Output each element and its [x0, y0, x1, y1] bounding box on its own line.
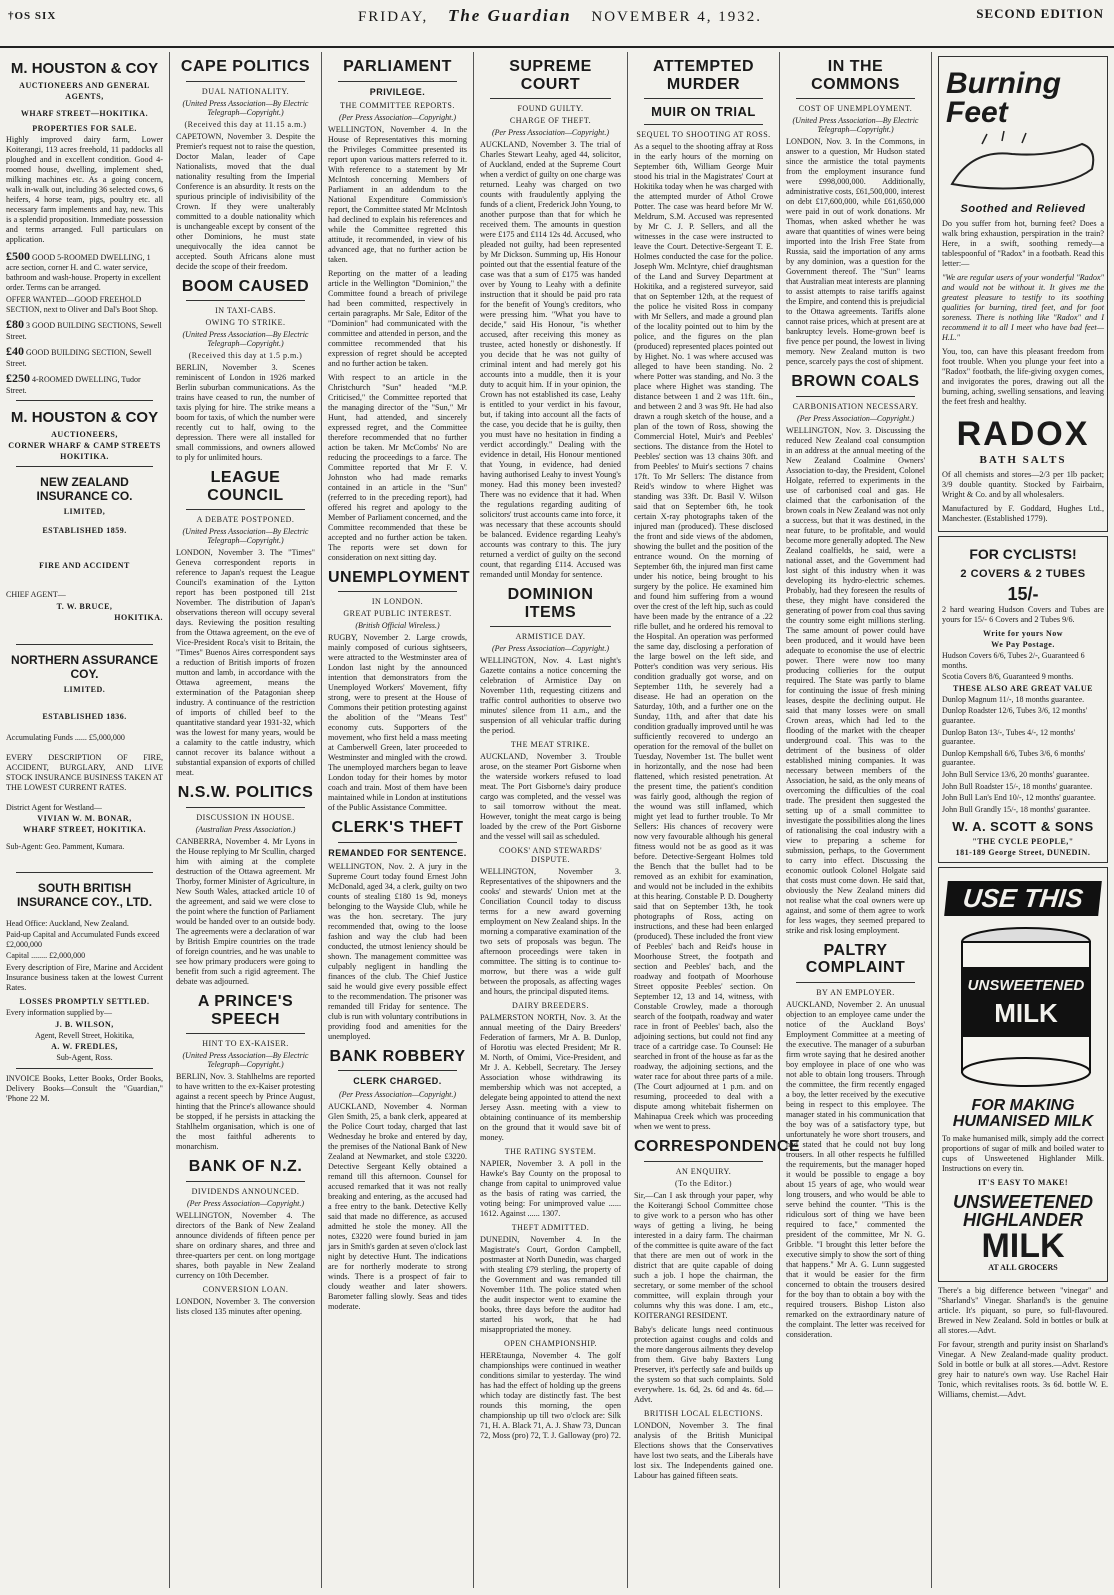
- clerk-theft-body: WELLINGTON, Nov. 2. A jury in the Supreme Court today found Ernest John McDonald, aged 34, a clerk, guilty on two counts of stealing £180 1s 9d, moneys belonging to the Wayside Club, while he was the hon. secretary. The jury recommended that, owing to the loose fashion and way the club had been conducted, the utmost leniency should be shown. The management committee was culpably negligent in handling the finances of the club. The Chief Justice said he would give every possible effect to the recommendation. The prisoner was remanded till Friday for sentence. The club is run with voluntary contributions in providing food and amenities for the unemployed.: [328, 861, 467, 1041]
- cooks-dispute-body: WELLINGTON, November 3. Representatives of the shipowners and the cooks' and stewards' Union met at the Conciliation Council today to discuss terms for a new award governing employment on New Zealand ships. In the morning a comparative examination of the two sets of proposals was begun. The afternoon proceedings were taken in committee. The sitting is to continue to-morrow, but there was a wide gulf between the proposals, as affecting wages and hours, the principal disputed items.: [480, 867, 621, 997]
- tin-brand: UNSWEETENED: [967, 976, 1085, 994]
- league-body: LONDON, November 3. The "Times" Geneva correspondent reports in reference to Japan's request the League Council's examination of the Lytton report has been postponed till 21st November. The distribution of Japan's observations thereon will occupy several days. Reviewing the position resulting from the Ottawa agreement, on the eve of Vice-President Roca's visit to Britain, the "Times" Buenos Aires correspondent says a reduction of British imports of frozen mutton and lamb, in accordance with the Ottawa agreement, means the extermination of the Patagonian sheep industry. A continuance of the restriction of imports of chilled beef to the quantitative standard year 1931-32, which was the lowest for many years, would be a calamity to the cattle industry, which cannot recover its balance without a substantial expansion of exports of chilled meat.: [176, 548, 315, 778]
- unemployment-headline: UNEMPLOYMENT: [328, 568, 470, 586]
- dairy-breeders-body: PALMERSTON NORTH, Nov. 3. At the annual meeting of the Dairy Breeders' Federation of farmers, Mr A. B. Dunlop, of Horotiu was elected President; Mr R. M. North, of Omimi, Vice-President, and Mr J. A. Kebbell, Secretary. The Jersey Association whose withdrawing its membership which was not accepted, a delegate being appointed to attend the next Jersey Assn. meeting with a view to obtaining continuance of its membership on the ground that it would save bit of money.: [480, 1013, 621, 1143]
- easy-to-make: IT'S EASY TO MAKE!: [978, 1177, 1068, 1187]
- divider: [186, 807, 305, 808]
- divider: [338, 842, 457, 843]
- commons-credit: (United Press Association—By Electric Telegraph—Copyright.): [792, 116, 919, 135]
- divider: [338, 591, 457, 592]
- local-elections-heading: BRITISH LOCAL ELECTIONS.: [643, 1409, 764, 1419]
- radox-manufacturer: Manufactured by F. Goddard, Hughes Ltd., Manchester. (Established 1779).: [942, 504, 1104, 523]
- divider: [16, 644, 153, 645]
- paltry-complaint-sub: BY AN EMPLOYER.: [816, 987, 895, 997]
- conversion-body: LONDON, November 3. The conversion lists closed 135 minutes after opening.: [176, 1296, 315, 1316]
- parliament-sub2: THE COMMITTEE REPORTS.: [340, 100, 455, 110]
- houston2-town: HOKITIKA.: [60, 452, 109, 462]
- divider: [16, 466, 153, 467]
- rating-system-body: NAPIER, November 3. A poll in the Hawke's Bay County on the proposal to change from capital to unimproved value as the basis of rating was carried, the voting being: For unimproved value ...... 1612. Against ...... 1307.: [480, 1159, 621, 1219]
- use-this-banner: USE THIS: [944, 881, 1102, 916]
- invoice-ad: INVOICE Books, Letter Books, Order Books, Delivery Books—Consult the "Guardian," 'Phone 22 M.: [6, 1073, 163, 1103]
- page-number: †OS SIX: [8, 10, 57, 22]
- boom-headline: BOOM CAUSED: [181, 277, 310, 295]
- property-4-price: £40: [6, 344, 24, 359]
- nz-insurance-ltd: LIMITED,: [63, 507, 106, 517]
- houston2-title: M. HOUSTON & COY: [10, 409, 159, 427]
- cape-politics-received: (Received this day at 11.15 a.m.): [184, 119, 307, 129]
- divider: [186, 300, 305, 301]
- unemployment-sub: IN LONDON.: [371, 597, 424, 607]
- cape-politics-body: CAPETOWN, November 3. Despite the Premier's request not to raise the question, Doctor Malan, leader of Cape Nationalists, moved that the dual nationality resulting from the Imperial Conference is an absurdity. It rests on the spurious principle of indivisibility of the Crown. If they were unalterably committed to a double nationality which is unchangeable except by consent of the other Dominions, he must state unequivocally the idea cannot be accepted. South Africans alone must decide the scope of their freedom.: [176, 131, 315, 271]
- for-sale-heading: PROPERTIES FOR SALE.: [32, 124, 137, 133]
- supreme-court-headline: SUPREME COURT: [509, 58, 592, 93]
- cyclists-advert: [938, 536, 1108, 863]
- property-5-price: £250: [6, 371, 30, 386]
- vinegar-advert: There's a big difference between "vinegar" and "Sharland's" Vinegar. Sharland's is the genuine article. It's piquant, so pure, so full-flavoured. Brewed in New Zealand. Sold in bottles or bulk at all stores.—Advt.: [938, 1285, 1108, 1335]
- local-elections-body: LONDON, November 3. The final analysis of the British Municipal Elections shows that the Conservatives have lost two seats, and the Liberals have lost six. The Independents gained one. Labour has gained fifteen seats.: [634, 1421, 773, 1481]
- milk-advert: [938, 867, 1108, 1282]
- bank-nz-headline: BANK OF N.Z.: [188, 1158, 303, 1176]
- foot-illustration: [942, 129, 1104, 199]
- south-british-head: Head Office: Auckland, New Zealand.: [6, 918, 129, 928]
- divider: [796, 982, 915, 983]
- prince-sub: HINT TO EX-KAISER.: [202, 1039, 289, 1049]
- clerk-theft-headline: CLERK'S THEFT: [331, 819, 464, 837]
- radox-logo: RADOX: [956, 415, 1090, 453]
- property-1-text: GOOD 5-ROOMED DWELLING, 1 acre section, corner H. and C. water service, bathroom and wash-house. Property in excellent order. Terms can be arranged.: [6, 253, 161, 292]
- houston-sub: AUCTIONEERS AND GENERAL: [19, 81, 150, 90]
- nz-insurance-title: NEW ZEALAND INSURANCE CO.: [36, 475, 133, 504]
- bank-nz-body: WELLINGTON, November 4. The directors of the Bank of New Zealand announce dividends of fifteen pence per share on ordinary shares, and three and three-quarters per cent. on long mortgage shares, both payable in New Zealand currency on 10th December.: [176, 1210, 315, 1280]
- correspondence-headline: CORRESPONDENCE: [634, 1138, 801, 1156]
- houston-address: WHARF STREET—HOKITIKA.: [20, 109, 149, 118]
- tyre-item: John Bull Grandly 15/-, 18 months' guarantee.: [942, 804, 1091, 814]
- south-british-losses: LOSSES PROMPTLY SETTLED.: [19, 997, 150, 1007]
- paltry-complaint-headline: PALTRY COMPLAINT: [805, 941, 906, 977]
- column-3: [322, 52, 474, 1588]
- houston-sub2: AGENTS,: [65, 92, 104, 101]
- bank-nz-credit: (Per Press Association—Copyright.): [186, 1198, 305, 1208]
- northern-agent: VIVIAN W. M. BONAR,: [37, 814, 132, 824]
- nsw-sub: DISCUSSION IN HOUSE.: [196, 812, 295, 822]
- divider: [644, 98, 763, 99]
- scott-address: 181-189 George Street, DUNEDIN.: [955, 847, 1091, 857]
- parliament-headline: PARLIAMENT: [343, 58, 452, 75]
- rating-system-heading: THE RATING SYSTEM.: [504, 1147, 597, 1157]
- radox-quote: "We are regular users of your wonderful "Radox" and would not be without it. It gives me the greatest pleasure to testify to its soothing qualities for burning, tired feet, and for foot soreness. There is nothing like "Radox" and I recommend it to all I meet who have bad feet—H.L.": [942, 273, 1104, 342]
- clerk-theft-sub: REMANDED FOR SENTENCE.: [328, 847, 467, 858]
- nsw-credit: (Australian Press Association.): [195, 824, 296, 834]
- milk-heading: MILK: [981, 1226, 1065, 1265]
- south-british-agent1: J. B. WILSON,: [55, 1019, 114, 1029]
- nz-insurance-town: HOKITIKA.: [114, 612, 163, 622]
- nz-insurance-agent: T. W. BRUCE,: [56, 601, 113, 611]
- property-5-text: 4-ROOMED DWELLING, Tudor Street.: [6, 375, 141, 395]
- divider: [338, 1070, 457, 1071]
- masthead-date: NOVEMBER 4, 1932.: [591, 9, 763, 25]
- league-credit: (United Press Association—By Electric Telegraph—Copyright.): [182, 527, 309, 546]
- burning-feet-heading: Burning Feet: [946, 67, 1061, 129]
- divider: [644, 1161, 763, 1162]
- divider: [186, 1033, 305, 1034]
- baby-advert: Baby's delicate lungs need continuous protection against coughs and colds and the more dangerous ailments they develop from them. Give baby Baxters Lung Preserver, it's perfectly safe and builds up the system so that such complaints. Sold everywhere. 1s. 6d, 2s. 6d and 4s. 6d.—Advt.: [634, 1325, 773, 1405]
- tyre-item: John Bull Roadster 15/-, 18 months' guarantee.: [942, 781, 1093, 791]
- tyre-item: John Bull Service 13/6, 20 months' guarantee.: [942, 769, 1090, 779]
- unemployment-credit: (British Official Wireless.): [355, 621, 440, 631]
- commons-headline: IN THE COMMONS: [811, 58, 900, 93]
- attempted-murder-sub2: SEQUEL TO SHOOTING AT ROSS.: [636, 130, 771, 140]
- cycle-people: "THE CYCLE PEOPLE,": [972, 836, 1074, 846]
- prince-headline: A PRINCE'S SPEECH: [197, 992, 294, 1028]
- bank-robbery-body: AUCKLAND, November 4. Norman Glen Smith, 25, a bank clerk, appeared at the Police Court today, charged that last Wednesday he broke and entered by day, the premises of the National Bank of New Zealand at Newmarket, and stole £3220. Detective Sergeant Kelly obtained a remand till this afternoon. Counsel for accused remarked that it was not really breaking and entering, as the accused had a free entry to the bank. Detective Kelly said that made no difference, as accused admitted he stole the money. All the notes, £3220 were found buried in jam jars in Smith's garden at seven o'clock last night by detective Hunt. The indications are for northerly moderate to strong winds. There is a prospect of fair to cloudy weather and later showers. Barometer falling slowly. Seas and tides moderate.: [328, 1102, 467, 1312]
- property-2: OFFER WANTED—GOOD FREEHOLD SECTION, next to Oliver and Dal's Boot Shop.: [6, 295, 158, 314]
- tin-brand-milk: MILK: [994, 997, 1058, 1028]
- houston-title: M. HOUSTON & COY: [10, 60, 159, 77]
- property-4: [6, 344, 163, 368]
- attempted-murder-body: As a sequel to the shooting affray at Ross in the early hours of the morning on September 6th, William George Muir stood his trial in the Magistrates' Court at Hokitika today when he was charged with the attempted murder of Athol Crowe Potter. The case was heard before Mr W. Meldrum, S.M. Accused was represented by Mr C. J. P. Sellers, and all the witnesses in the case were instructed to leave the Court. Detective-Sergeant T. E. Holmes conducted the case for the police. Joseph Wm. McIntyre, chief draughtsman of the Land and Survey Department at Hokitika, and a registered surveyor, said that on September 12th, at the request of the police he visited Ross in company with Mr Sellers, and made a ground plan of the locality pointed out to him by the police, and the figures on the plan (produced) represented places pointed out by Highet. No. 1 was where accused was alleged to have been standing. No. 2 where Potter was standing, and No. 3 the place where Highet was standing. The distance between 1 and 2 was 11ft. 6in., and between 2 and 3 was 9ft. He had also drawn a rough sketch of the house, and a plan of the town of Ross, showing the Commercial Hotel, Muir's and Peebles' sections. The distance from the Hotel to Peebles' section was 13 chains 30ft. and from Peebles' to Muir's sections 7 chains 17ft. To Mr Sellers: The distance from Reid's window to where Highet was standing was 33ft. Dr. Basil V. Wilson said that on September 6th, he took certain X-ray photographs taken of the injured man (produced). These disclosed the front and side views of the abdomen, showing the bullet and the position of the entrance wound. On the morning of September 6th, the injured man first came under his notice, being brought to his surgery by the police. He examined him and found him suffering from a wound over the crest of the left hip, such as could have been made by the entrance of a .22 rifle bullet, and he ordered his removal to the Hospital. An operation was performed the same day, disclosing a perforation of the large bowel on the left side, and Potter's condition was very serious. His condition gradually got worse, and on September 11th, he severely had a disease. He had an operation on the Saturday, 10th, and a further one on the Sunday, 11th, and after that date his condition gradually improved until he was sufficiently recovered to undergo an operation for the removal of the bullet on Tuesday, November 1st. The bullet went in horizontally, and the nose had been flattened, which resisted penetration. At the present time, the patient's condition was fairly good, although the region of the wound was still inflamed, which might yet lead to further trouble. To Mr Sellers: His chances of recovery were now very favourable although his general fitness would not be as good as it was before. Detective-Sergeant Holmes told the Bench that the bullet had to be removed as an exhibit for examination, and would not be included in the exhibits at this hearing. Constable P. D. Dougherty said that on September 13th, he took photographs of Ross, acting on instructions, and these had been enlarged (produced). These included the front view of Peebles' bach and Reid's house in Moorhouse Street, the footpath and section and Peebles' bach, and the roadway and footpath of Moorhouse Street opposite Peebles' section. On September 12, 13 and 14, witness, with Constable Crowley, made a thorough search of the footpath, roadway and water race in front of Peebles' bach, also the adjoining sections, but could not find any trace of a cartridge case. To Counsel: He searched in front of the house as far as the roadway, the adjoining sections, and the water race for about three parts of a mile. (The Court adjourned at 1 p.m. and on resuming, proceeded to deal with a dispute among whitebait fishermen on Mahinapua Creek which was proceeding when we went to press.: [634, 142, 773, 1132]
- divider: [796, 98, 915, 99]
- houston2-sub: AUCTIONEERS,: [51, 430, 118, 440]
- prince-credit: (United Press Association—By Electric Telegraph—Copyright.): [182, 1051, 309, 1070]
- unemployment-sub2: GREAT PUBLIC INTEREST.: [343, 609, 452, 619]
- column-7: [932, 52, 1114, 1588]
- brown-coals-body: WELLINGTON, Nov. 3. Discussing the reduced New Zealand coal consumption in an address at the annual meeting of the New Zealand Coalmine Owners' Association to-day, the President, Colonel Holgate, referred to experiments in the use of carbonised coal and gas. He claimed that the carbonisation of the brown coals in New Zealand was not only a success, but that it was destined, in the near future, to be profitable, and would become more generally adopted. The New Zealand coalfields, he said, were a national asset, and the Government had lost sight of this industry when it was developing its hydro-electric schemes. Probably, had they foreseen the results of these, they might have considered the generating of power from coal thus saving the country some eight millions sterling. The same amount of power could have been produced, and it would have been adequate to economise the use of electric power. There were now too many producing collieries for the output required. The State was partly to blame for continuing the issue of fresh mining leases, despite the declining output. He said that many losses were on small Crown areas, which had led to the flooding of the market with the cheaper underground coal. This was to the detriment of the business of older established mining companies. It was necessary between members of the Association, he said, as the only means of overcoming the difficulties of the coal trade. The president then suggested the setting up of a small committee to investigate the possibilities along the lines of rationalising the coal industry with a view to preparing a scheme for submission, perhaps, to the Government to carry into effect. Discussing the economic outlook Colonel Holgate said that costs must come down. He said that, obviously the New Zealand miners did not realise what the coal owners were up against, and some of them agree to work for less wages, they seemed prepared to strike and risk losing employment.: [786, 425, 925, 935]
- column-1: [0, 52, 170, 1588]
- covers-heading: 2 COVERS & 2 TUBES: [960, 568, 1086, 580]
- dairy-breeders-heading: DAIRY BREEDERS.: [512, 1001, 589, 1011]
- divider: [644, 124, 763, 125]
- south-british-agent2-role: Sub-Agent, Ross.: [56, 1053, 113, 1063]
- cape-politics-credit: (United Press Association—By Electric Telegraph—Copyright.): [182, 98, 309, 117]
- covers-body: 2 hard wearing Hudson Covers and Tubes are yours for 15/- 6 Covers and 2 Tubes 9/6.: [942, 605, 1104, 624]
- at-all-grocers: AT ALL GROCERS: [988, 1262, 1058, 1272]
- supreme-court-sub: FOUND GUILTY.: [517, 104, 584, 114]
- soothed-heading: Soothed and Relieved: [960, 203, 1086, 215]
- divider: [490, 626, 611, 627]
- divider: [338, 81, 457, 82]
- northern-funds: Accumulating Funds ...... £5,000,000: [6, 732, 125, 742]
- league-sub: A DEBATE POSTPONED.: [196, 515, 295, 525]
- tyre-item: Scotia Covers 8/6, Guaranteed 9 months.: [942, 672, 1074, 682]
- property-4-text: GOOD BUILDING SECTION, Sewell Street.: [6, 348, 152, 368]
- paltry-complaint-body: AUCKLAND, November 2. An unusual objection to an employee came under the notice of the Auckland Boys' Employment Committee at a meeting of the executive. The manager of a suburban firm wrote saying that he desired another boy employee in place of one who was not able to obtain long trousers. Through the committee, the firm recently engaged a boy, the letter received by the executive being in respect to this employee. The manager stated in his communication that the boy was of a satisfactory type, but unfortunately he wore short trousers, and had stated that he could not buy long trousers. In all other respects he fulfilled the requirements, but the manager hoped it would be possible to engage a boy about 15 years of age, who would wear long trousers, and who would be able to serve behind the counter. "This is the ridiculous sort of thing we have been required to face," commented the president of the committee, Mr N. G. Gribble. "I brought this letter before the executive simply to show the sort of thing that happens." Mr A. G. Lunn suggested that it would be easier for the firm concerned to obtain the trousers desired for the boy than to obtain a boy with the required trousers. Bishop Liston also remarked on the extraordinary nature of the complaint. The letter was received for consideration.: [786, 999, 925, 1339]
- theft-admitted-heading: THEFT ADMITTED.: [511, 1223, 590, 1233]
- property-5: [6, 371, 163, 395]
- boom-sub2: OWING TO STRIKE.: [205, 318, 286, 328]
- tyre-item: Dunlop Roadster 12/6, Tubes 3/6, 12 months' guarantee.: [942, 706, 1088, 725]
- south-british-agent2: A. W. FREDLES,: [51, 1042, 118, 1052]
- south-british-title: SOUTH BRITISH INSURANCE COY., LTD.: [16, 880, 153, 909]
- northern-title: NORTHERN ASSURANCE COY.: [11, 652, 158, 681]
- radox-price: Of all chemists and stores—2/3 per 1lb packet; 3/9 double quantity. Stocked by Fairbairn, Wright & Co. and by all wholesalers.: [942, 470, 1104, 499]
- northern-est: ESTABLISHED 1836.: [42, 711, 127, 721]
- northern-body: EVERY DESCRIPTION OF FIRE, ACCIDENT, BURGLARY, AND LIVE STOCK INSURANCE BUSINESS TAKEN AT THE LOWEST CURRENT RATES.: [6, 752, 163, 792]
- northern-address: WHARF STREET, HOKITIKA.: [22, 825, 147, 835]
- parliament-body-3: With respect to an article in the Christchurch "Sun" headed "M.P. Criticised," the Committee reported that the managing director of the "Sun," Mr Hunt, had attended, and sincerely expressed regret, and the Committee therefore recommended that no further action be taken. Mr McCombs' No are reducing the proceedings to a farce. The Committee reported that Mr F. V. Johnston who had made remarks contained in an article in the "Sun" (referred to in the preceding report), had offered his regret and apology to the Member of Parliament concerned, and the Committee recommended that these be accepted and no further action be taken. The reports were set down for consideration on next sitting day.: [328, 372, 467, 562]
- scott-name: W. A. SCOTT & SONS: [952, 819, 1094, 835]
- dominion-items-headline: DOMINION ITEMS: [507, 586, 594, 621]
- nz-insurance-chief: CHIEF AGENT—: [6, 590, 66, 600]
- parliament-body-1: WELLINGTON, November 4. In the House of Representatives this morning the Privileges Committee presented its report upon various matters referred to it. With reference to a statement by Mr McIntosh concerning Members of Parliament in an addendum to the National Expenditure Commission's report, the Committee stated Mr McIntosh had declined to explain his references and while the Committee regretted this attitude, it recommended, in view of his advanced age, that no further action be taken.: [328, 124, 467, 264]
- divider: [16, 1068, 153, 1069]
- parliament-sub: PRIVILEGE.: [369, 86, 426, 97]
- league-headline: LEAGUE COUNCIL: [207, 469, 284, 504]
- divider: [796, 396, 915, 397]
- houston2-address: CORNER WHARF & CAMP STREETS: [8, 441, 161, 451]
- theft-admitted-body: DUNEDIN, November 4. In the Magistrate's Court, Gordon Campbell, postmaster at North Dunedin, was charged with stealing £79 sterling, the property of the Government and was remanded till November 11th. The police stated when the audit inspector went to examine the books, three days before the auditor had started his work, that he had misappropriated the money.: [480, 1235, 621, 1335]
- divider: [16, 872, 153, 873]
- property-1-price: £500: [6, 249, 30, 263]
- south-british-capital2: Capital ........ £2,000,000: [6, 951, 86, 961]
- column-4: [474, 52, 628, 1588]
- radox-advert: [938, 56, 1108, 532]
- bank-robbery-sub: CLERK CHARGED.: [353, 1076, 442, 1087]
- attempted-murder-headline: ATTEMPTED MURDER: [652, 58, 755, 93]
- divider: [186, 509, 305, 510]
- supreme-court-sub2: CHARGE OF THEFT.: [509, 116, 592, 126]
- nz-insurance-est: ESTABLISHED 1859.: [42, 526, 127, 536]
- for-sale-body: Highly improved dairy farm, Lower Koiterangi, 113 acres freehold, 11 paddocks all ploughed and in excellent condition. Good 4-roomed house, dwelling, implement shed, milking machines etc. As a going concern, walk in-walk out, including 36 selected cows, 6 heifers, 4 horse team, pigs, poultry etc. all necessary farm implements and hay, new. This is a splendid proposition. Immediate possession and terms arranged. Full particulars on application.: [6, 135, 163, 244]
- tyre-item: Dunlop Kempshall 6/6, Tubes 3/6, 6 months' guarantee.: [942, 748, 1086, 768]
- property-3-price: £80: [6, 317, 24, 332]
- edition-label: SECOND EDITION: [976, 6, 1104, 21]
- column-6: [780, 52, 932, 1588]
- cape-politics-headline: CAPE POLITICS: [180, 58, 311, 75]
- northern-ltd: LIMITED.: [63, 684, 106, 694]
- south-british-agent1-role: Agent, Revell Street, Hokitika,: [34, 1030, 135, 1040]
- property-3-text: 3 GOOD BUILDING SECTIONS, Sewell Street.: [6, 321, 162, 341]
- parliament-body-2: Reporting on the matter of a leading article in the Wellington "Dominion," the Committee found a breach of privilege had been committed, respectively in certain paragraphs. Mr Sale, Editor of the "Dominion" had communicated with the committee and attended in person, and the committee recommended that his expression of regret should be accepted and no further action be taken.: [328, 268, 467, 368]
- dominion-items-credit: (Per Press Association—Copyright.): [491, 644, 610, 654]
- masthead-center: [300, 6, 820, 26]
- paper-name: The Guardian: [447, 6, 572, 25]
- column-5: [628, 52, 801, 1588]
- masthead-day: FRIDAY,: [357, 9, 429, 25]
- south-british-info: Every information supplied by—: [6, 1008, 112, 1018]
- foot-icon: [942, 129, 1102, 199]
- open-championship-body: HEREtaunga, November 4. The golf championships were continued in weather conditions similar to yesterday. The wind has had the effect of holding up the greens which today are distinctly fast. The best rounds this morning, the open championship up till two o'clock are: Silk 71, H. A. Black 71, A. J. Shaw 73, Duncan 72, Moss (pro) 72, T. J. Galloway (pro) 72.: [480, 1351, 621, 1441]
- write-now: Write for yours Now: [982, 629, 1064, 638]
- nsw-body: CANBERRA, November 4. Mr Lyons in the House replying to Mr Scullin, charged him with aiming at the complete destruction of the Ottawa agreement. Mr Thorby, former Minister of Agriculture, in New South Wales, attacked article 10 of the agreement, and said we were close to the point where the function of Parliament would be handed over to an outside body. The agreements were a declaration of war by British Empire countries on the trade of foreign countries, and he was unable to see how primary producers were going to benefit from such a rigid agreement. The debate was adjourned.: [176, 836, 315, 986]
- for-making-heading: FOR MAKING HUMANISED MILK: [952, 1096, 1094, 1130]
- bank-nz-sub: DIVIDENDS ANNOUNCED.: [191, 1186, 300, 1196]
- open-championship-heading: OPEN CHAMPIONSHIP.: [503, 1339, 597, 1349]
- south-british-capital1: Paid-up Capital and Accumulated Funds exceed £2,000,000: [6, 930, 160, 949]
- tyre-item: John Bull Lan's End 10/-, 12 months' guarantee.: [942, 793, 1096, 803]
- boom-received: (Received this day at 1.5 p.m.): [188, 351, 303, 361]
- prince-body: BERLIN, Nov. 3. Stahlhelms are reported to have written to the ex-Kaiser protesting against a recent speech by Prince August, hinting that the Prince's allowance should be stopped, if he persists in attacking the Stahlhelm organisation, which is one of the most faithful adherents to monarchism.: [176, 1072, 315, 1152]
- dominion-items-sub: ARMISTICE DAY.: [515, 632, 586, 642]
- brown-coals-sub: CARBONISATION NECESSARY.: [792, 401, 919, 411]
- cape-politics-sub: DUAL NATIONALITY.: [201, 86, 290, 96]
- boom-sub: IN TAXI-CABS.: [215, 306, 276, 316]
- meat-strike-heading: THE MEAT STRIKE.: [510, 740, 591, 750]
- boom-body: BERLIN, November 3. Scenes reminiscent of London in 1926 marked Berlin suburban communications. As the trains have ceased to run, the number of taxis plying for hire. The strike means a boom for taxis, of which the number were recently cut to half, owing to the depression. There were all installed for small commissions, and owners allowed to ply for unlimited hours.: [176, 363, 315, 463]
- great-value: THESE ALSO ARE GREAT VALUE: [952, 683, 1093, 693]
- parliament-credit: (Per Press Association—Copyright.): [338, 112, 457, 122]
- unemployment-body: RUGBY, November 2. Large crowds, mainly composed of curious sightseers, were attracted to the Westminster area of London last night by the announced intention that demonstrators from the Unemployed Workers' Movement, fifty strong, were to present at the House of Commons their petition protesting against the abolition of the "Means Test" economy cuts. Supporters of the movement, who first held a mass meeting at Camberwell Green, later proceeded to Westminster and mingled with the crowd. The unemployed marchers began to leave London today for their homes by motor coach and train. Most of them have been maintained while in London at institutions of the Public Assistance Committee.: [328, 633, 467, 813]
- divider: [16, 400, 153, 401]
- correspondence-sub: AN ENQUIRY.: [675, 1167, 732, 1177]
- milk-tin-illustration: [942, 922, 1104, 1092]
- bank-robbery-credit: (Per Press Association—Copyright.): [338, 1090, 457, 1100]
- brown-coals-credit: (Per Press Association—Copyright.): [796, 413, 915, 423]
- divider: [186, 81, 305, 82]
- milk-body: To make humanised milk, simply add the correct proportions of sugar of milk and boiled water to cups of Unsweetened Highlander Milk. Instructions on every tin.: [942, 1133, 1104, 1173]
- bath-salts-label: BATH SALTS: [979, 454, 1067, 466]
- columns: [0, 52, 1114, 1592]
- conversion-headline: CONVERSION LOAN.: [202, 1284, 289, 1294]
- cyclists-heading: FOR CYCLISTS!: [969, 546, 1077, 562]
- tyre-item: Dunlop Magnum 11/-, 18 months guarantee.: [942, 694, 1085, 704]
- cooks-dispute-heading: COOKS' AND STEWARDS' DISPUTE.: [498, 846, 603, 865]
- unsweetened-heading: UNSWEETENED HIGHLANDER: [952, 1191, 1093, 1230]
- property-3: [6, 317, 163, 341]
- column-2: [170, 52, 322, 1588]
- property-1: [6, 249, 163, 292]
- correspondence-to: (To the Editor.): [675, 1179, 732, 1189]
- correspondence-body: Sir,—Can I ask through your paper, why the Koiterangi School Committee chose to give work to a person who has other ways of getting a living, he being interested in a dairy farm. The chairman of the committee is quite aware of the fact that there are men out of work in the district that are quite capable of doing such a job. I hope the chairman, the secretary, or some member of the school committee, will explain through your columns why this was done. I am, etc., KOITERANGI RESIDENT.: [634, 1191, 773, 1321]
- nz-insurance-fire: FIRE AND ACCIDENT: [39, 561, 130, 571]
- commons-body: LONDON, Nov. 3. In the Commons, in answer to a question, Mr Hudson stated since the armistice the total payments from the employment insurance fund were £998,000,000. Additionally, administrative costs, £61,500,000, interest on debt £17,600,000, while £61,650,000 were paid in out of work donations. Mr Thomas, when asked whether he was aware that quantities of wines were being imported into the Irish Free State from Russia, said the importation of any arms by any dominion, was a question for the Government thereof. The "Sun" learns that Australian meat interests are planning to assist attempts to raise tariffs against the Empire, and contend this is prejudicial to the Ottawa agreements. Tariffs alone cannot raise prices, which at present are at bankruptcy levels. Home-grown beef is five pence per pound, the lowest in living memory. New Zealand mutton is two pence, scarcely pays the cost of shipment.: [786, 137, 925, 367]
- armistice-body: WELLINGTON, Nov. 4. Last night's Gazette contains a notice concerning the celebration of Armistice Day on November 11th, requesting citizens and traffic control authorities to observe two minutes' silence from 11 a.m., and the suspension of all vehicular traffic during the period.: [480, 656, 621, 736]
- commons-sub: COST OF UNEMPLOYMENT.: [798, 104, 913, 114]
- supreme-court-credit: (Per Press Association—Copyright.): [491, 128, 610, 138]
- bank-robbery-headline: BANK ROBBERY: [329, 1047, 466, 1065]
- covers-price: 15/-: [1007, 584, 1039, 604]
- divider: [186, 1181, 305, 1182]
- divider: [490, 98, 611, 99]
- tyre-item: Hudson Covers 6/6, Tubes 2/-, Guaranteed 6 months.: [942, 651, 1085, 670]
- supreme-court-body: AUCKLAND, November 3. The trial of Charles Stewart Leahy, aged 44, solicitor, of Auckland, ended at the Supreme Court when a verdict of guilty on one charge was returned. Leahy was charged on two counts with fraudulently applying the funds of a client, Frederick John Young, to another purpose than that for which he received them. The amounts in question were £175 and £114 12s 4d. Accused, who pleaded not guilty, had been represented by Mr Dickson. Summing up, His Honour pointed out that the essential feature of the case was that a sum of £175 was handed over by Young to Leahy with a definite instruction that it should be paid pro rata for the benefit of Young's creditors, who were pressing him. "What you have to decide," said His Honour, "is whether accused, after receiving this money as trustee, acted honestly or dishonestly. If you decide that he was not guilty of criminal intent and had merely got his accounts into a muddle, then it is your duty to acquit him. If in your opinion, the Crown has not established its case, Leahy is entitled to your verdict in his favour, but, if taking into account all the facts of the case, you decide that he is guilty, then you must have no hesitation in finding a verdict accordingly." Dealing with the evidence in detail, His Honour mentioned that Young, in evidence, had denied having authorised Leahy to invest Young's money. Had this money been invested? There was no evidence that it had. When the regulations regarding auditing of solicitors' trust accounts came into force, it was necessary that these accounts should be balanced. Evidence regarding Leahy's accounts was contrary to this. The jury returned a verdict of guilty on the second count, that regarding £114. Accused was remanded until Monday for sentence.: [480, 140, 621, 580]
- nsw-headline: N.S.W. POLITICS: [177, 784, 314, 802]
- masthead: [0, 0, 1114, 48]
- attempted-murder-sub: MUIR ON TRIAL: [651, 104, 756, 120]
- radox-body2: You, too, can have this pleasant freedom from foot trouble. When you plunge your feet into a "Radox" footbath, the life-giving oxygen comes, and invigorates the pores, drawing out all the burning, aching, swelling sensations, and leaving the feet fresh and healthy.: [942, 347, 1104, 406]
- south-british-body: Every description of Fire, Marine and Accident Insurance business taken at the lowest Current Rates.: [6, 963, 163, 993]
- northern-district: District Agent for Westland—: [6, 802, 102, 812]
- brown-coals-headline: BROWN COALS: [791, 373, 920, 391]
- northern-subagent: Sub-Agent: Geo. Pamment, Kumara.: [6, 842, 125, 852]
- tyre-item: Dunlop Baton 13/-, Tubes 4/-, 12 months' guarantee.: [942, 727, 1076, 747]
- hair-tonic-advert: For favour, strength and purity insist on Sharland's Vinegar. A New Zealand-made quality product. Sold in bottle or bulk at all stores.—Advt. Restore grey hair to nature's own way. Use Rachel Hair Tonic, which revitalises roots. 3s 6d. bottle W. E. Williams, chemist.—Advt.: [938, 1339, 1108, 1399]
- boom-credit: (United Press Association—By Electric Telegraph—Copyright.): [182, 330, 309, 349]
- radox-body: Do you suffer from hot, burning feet? Does a walk bring exhaustion, perspiration in the train? Here, in a swift, soothing remedy—a tablespoonful of "Radox" in a footbath. Read this letter:—: [942, 219, 1104, 268]
- postage: We Pay Postage.: [991, 640, 1055, 649]
- meat-strike-body: AUCKLAND, November 3. Trouble arose, on the steamer Port Gisborne when the waterside workers refused to load meat. The Port Gisborne's dairy produce cargo was completed, and the vessel was to sail tomorrow without the meat. However, tonight the meat cargo is being loaded by the crew of the Port Gisborne and the vessel will sail as scheduled.: [480, 752, 621, 842]
